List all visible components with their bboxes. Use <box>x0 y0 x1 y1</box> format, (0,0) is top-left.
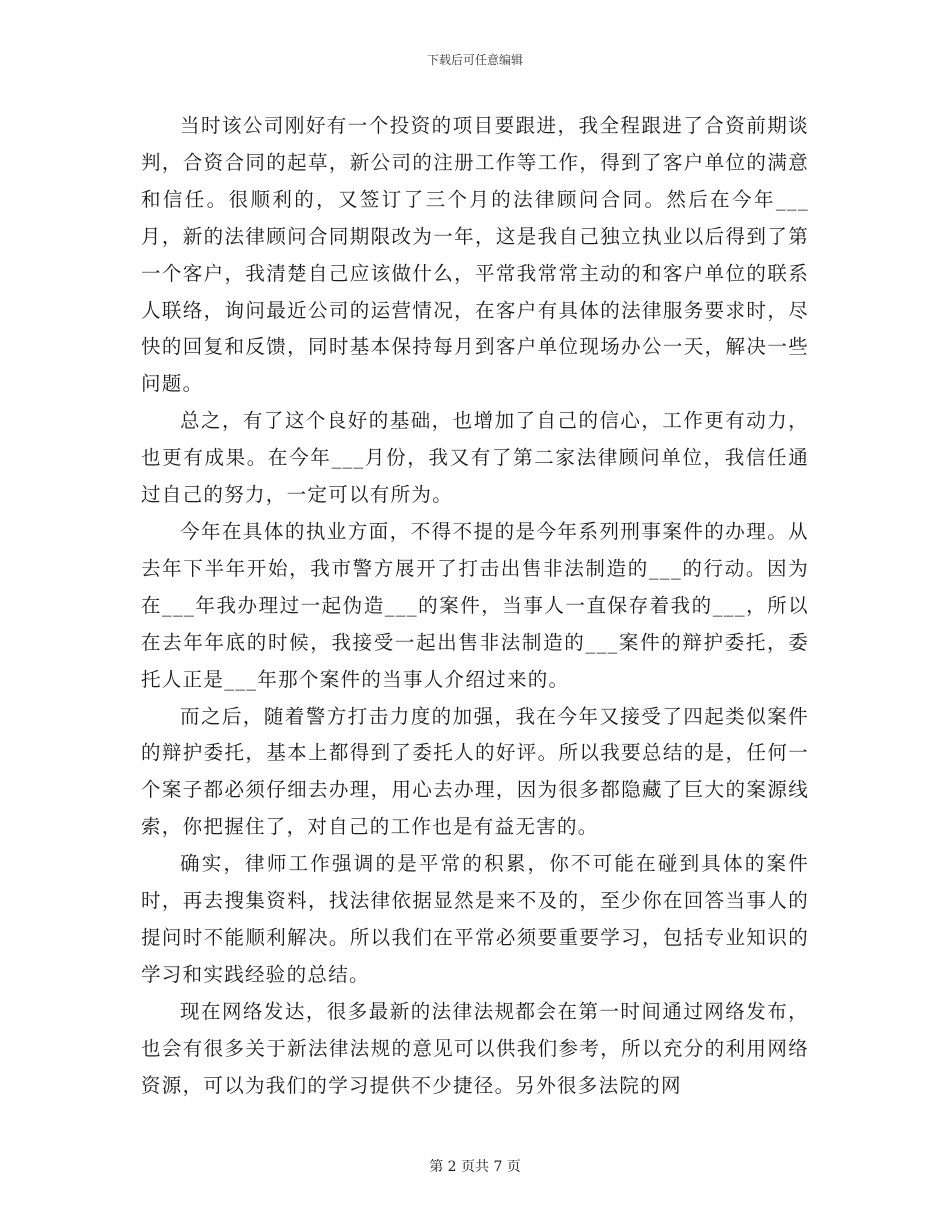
paragraph: 确实，律师工作强调的是平常的积累，你不可能在碰到具体的案件时，再去搜集资料，找法律依据显然是来不及的，至少你在回答当事人的提问时不能顺利解决。所以我们在平常必须要重要学习，包括专业知识的学习和实践经验的总结。 <box>141 852 809 986</box>
paragraph: 而之后，随着警方打击力度的加强，我在今年又接受了四起类似案件的辩护委托，基本上都得到了委托人的好评。所以我要总结的是，任何一个案子都必须仔细去办理，用心去办理，因为很多都隐藏了巨大的案源线索，你把握住了，对自己的工作也是有益无害的。 <box>141 704 809 839</box>
document-body <box>141 108 809 1104</box>
paragraph: 现在网络发达，很多最新的法律法规都会在第一时间通过网络发布，也会有很多关于新法律法规的意见可以供我们参考，所以充分的利用网络资源，可以为我们的学习提供不少捷径。另外很多法院的网 <box>141 999 809 1097</box>
page-footer: 第 2 页共 7 页 <box>429 1159 521 1175</box>
paragraph: 当时该公司刚好有一个投资的项目要跟进，我全程跟进了合资前期谈判，合资合同的起草，新公司的注册工作等工作，得到了客户单位的满意和信任。很顺利的，又签订了三个月的法律顾问合同。然后在今年___月，新的法律顾问合同期限改为一年，这是我自己独立执业以后得到了第一个客户，我清楚自己应该做什么，平常我常常主动的和客户单位的联系人联络，询问最近公司的运营情况，在客户有具体的法律服务要求时，尽快的回复和反馈，同时基本保持每月到客户单位现场办公一天，解决一些问题。 <box>141 114 809 396</box>
paragraph: 总之，有了这个良好的基础，也增加了自己的信心，工作更有动力，也更有成果。在今年___月份，我又有了第二家法律顾问单位，我信任通过自己的努力，一定可以有所为。 <box>141 409 809 507</box>
paragraph: 今年在具体的执业方面，不得不提的是今年系列刑事案件的办理。从去年下半年开始，我市警方展开了打击出售非法制造的___的行动。因为在___年我办理过一起伪造___的案件，当事人一直保存着我的___，所以在去年年底的时候，我接受一起出售非法制造的___案件的辩护委托，委托人正是___年那个案件的当事人介绍过来的。 <box>141 519 809 691</box>
page-header: 下载后可任意编辑 <box>426 53 523 67</box>
